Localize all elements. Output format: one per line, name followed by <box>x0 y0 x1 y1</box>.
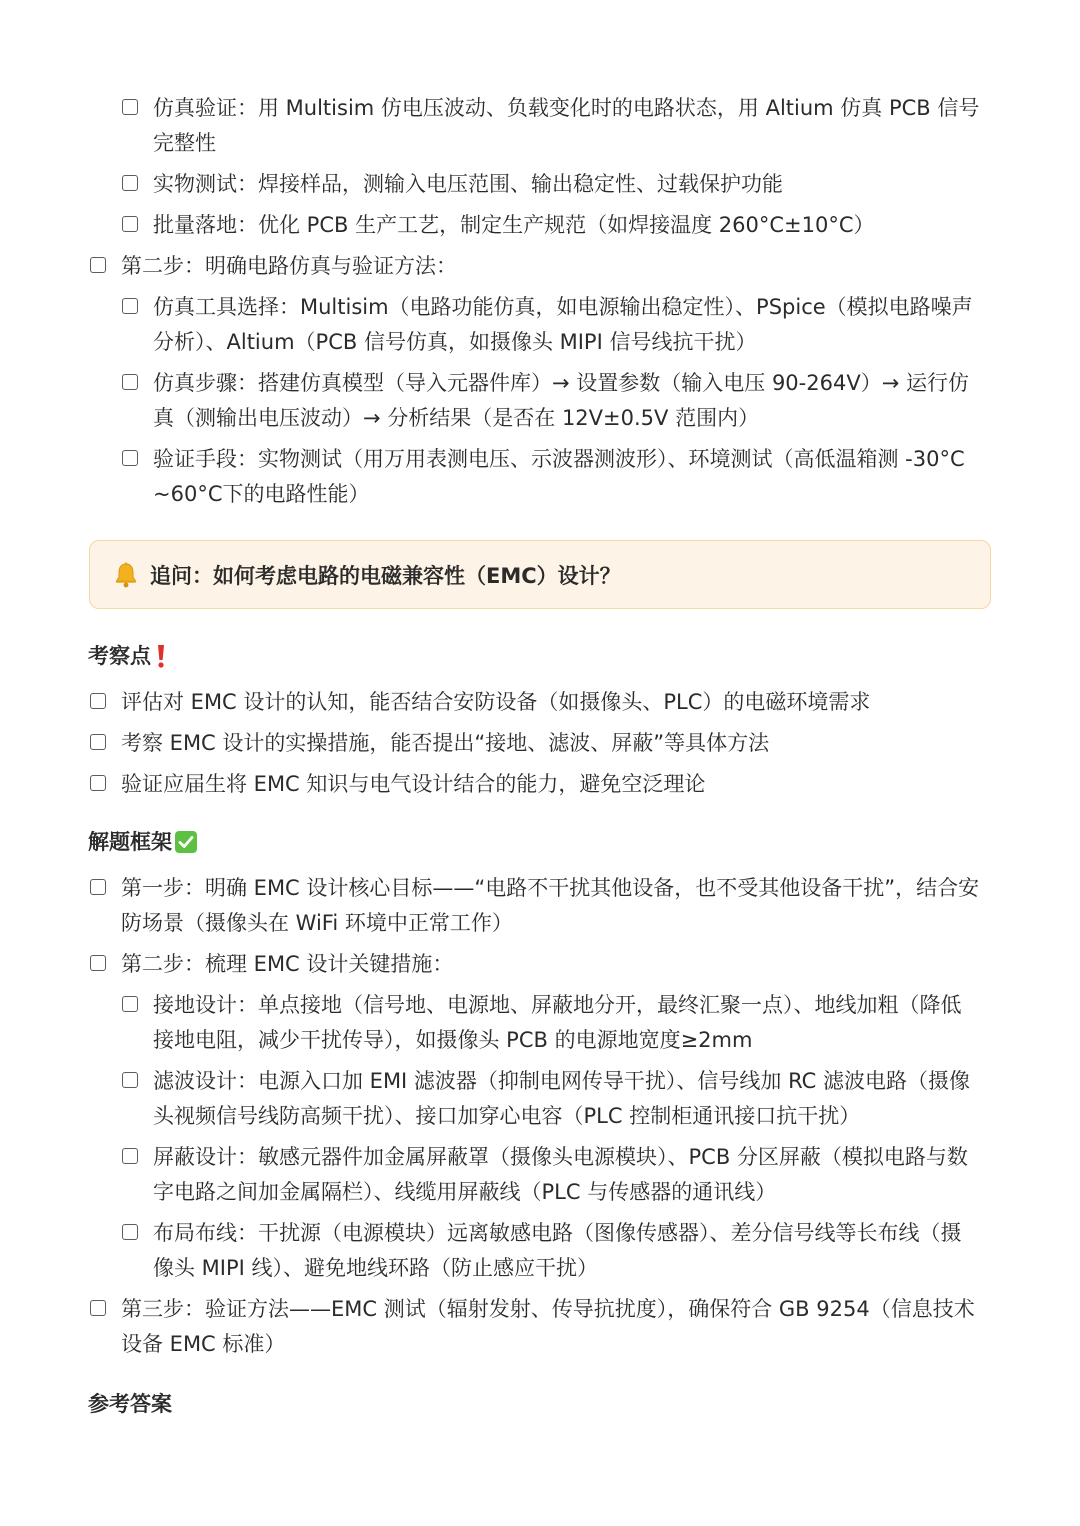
checkbox[interactable] <box>122 216 138 232</box>
checkbox[interactable] <box>122 1148 138 1164</box>
section1-list <box>0 91 1080 518</box>
list-item <box>0 1140 1080 1210</box>
list-item <box>0 947 1080 982</box>
red-exclamation-icon <box>155 643 167 669</box>
list-item <box>0 91 1080 161</box>
list-item-text: 第二步：梳理 EMC 设计关键措施： <box>121 952 454 976</box>
followup-callout <box>89 540 991 609</box>
list-item-text: 考察 EMC 设计的实操措施，能否提出“接地、滤波、屏蔽”等具体方法 <box>121 731 770 755</box>
checkbox[interactable] <box>122 298 138 314</box>
list-item-text: 仿真步骤：搭建仿真模型（导入元器件库）→ 设置参数（输入电压 90-264V）→ 运行仿真（测输出电压波动）→ 分析结果（是否在 12V±0.5V 范围内） <box>153 371 969 430</box>
list-item-text: 滤波设计：电源入口加 EMI 滤波器（抑制电网传导干扰）、信号线加 RC 滤波电路（摄像头视频信号线防高频干扰）、接口加穿心电容（PLC 控制柜通讯接口抗干扰） <box>153 1069 970 1128</box>
list-item <box>0 366 1080 436</box>
list-item <box>0 988 1080 1058</box>
list-item-text: 验证应届生将 EMC 知识与电气设计结合的能力，避免空泛理论 <box>121 772 706 796</box>
list-item <box>0 685 1080 720</box>
list-item-text: 第一步：明确 EMC 设计核心目标——“电路不干扰其他设备，也不受其他设备干扰”，结合安防场景（摄像头在 WiFi 环境中正常工作） <box>121 876 980 935</box>
checkbox[interactable] <box>122 374 138 390</box>
list-item <box>0 871 1080 941</box>
list-item-text: 布局布线：干扰源（电源模块）远离敏感电路（图像传感器）、差分信号线等长布线（摄像头 MIPI 线）、避免地线环路（防止感应干扰） <box>153 1221 962 1280</box>
list-item <box>0 1216 1080 1286</box>
checkbox[interactable] <box>90 257 106 273</box>
checkbox[interactable] <box>90 775 106 791</box>
list-item-text: 屏蔽设计：敏感元器件加金属屏蔽罩（摄像头电源模块）、PCB 分区屏蔽（模拟电路与数字电路之间加金属隔栏）、线缆用屏蔽线（PLC 与传感器的通讯线） <box>153 1145 968 1204</box>
framework-list <box>0 871 1080 1368</box>
list-item <box>0 442 1080 512</box>
list-item <box>0 1064 1080 1134</box>
list-item-text: 实物测试：焊接样品，测输入电压范围、输出稳定性、过载保护功能 <box>153 172 783 196</box>
section-heading-answer <box>88 1389 172 1419</box>
checkbox[interactable] <box>122 175 138 191</box>
section-heading-kaochadian <box>88 641 167 671</box>
list-item-text: 评估对 EMC 设计的认知，能否结合安防设备（如摄像头、PLC）的电磁环境需求 <box>121 690 871 714</box>
checkbox[interactable] <box>122 99 138 115</box>
list-item-text: 接地设计：单点接地（信号地、电源地、屏蔽地分开，最终汇聚一点）、地线加粗（降低接地电阻，减少干扰传导），如摄像头 PCB 的电源地宽度≥2mm <box>153 993 962 1052</box>
list-item-text: 仿真工具选择：Multisim（电路功能仿真，如电源输出稳定性）、PSpice（模拟电路噪声分析）、Altium（PCB 信号仿真，如摄像头 MIPI 信号线抗干扰） <box>153 295 973 354</box>
checkbox[interactable] <box>90 879 106 895</box>
checkbox[interactable] <box>90 955 106 971</box>
checkbox[interactable] <box>122 1224 138 1240</box>
list-item <box>0 1292 1080 1362</box>
checkbox[interactable] <box>122 996 138 1012</box>
heading-text: 考察点 <box>88 644 151 668</box>
checkbox[interactable] <box>122 1072 138 1088</box>
list-item <box>0 726 1080 761</box>
list-item <box>0 208 1080 243</box>
checkbox[interactable] <box>122 450 138 466</box>
heading-text: 解题框架 <box>88 830 172 854</box>
callout-text: 追问：如何考虑电路的电磁兼容性（EMC）设计？ <box>150 563 621 588</box>
bell-icon <box>114 562 138 588</box>
list-item-text: 批量落地：优化 PCB 生产工艺，制定生产规范（如焊接温度 260°C±10°C） <box>153 213 875 237</box>
list-item-text: 第三步：验证方法——EMC 测试（辐射发射、传导抗扰度），确保符合 GB 9254（信息技术设备 EMC 标准） <box>121 1297 975 1356</box>
heading-text: 参考答案 <box>88 1392 172 1416</box>
list-item-text: 验证手段：实物测试（用万用表测电压、示波器测波形）、环境测试（高低温箱测 -30°C~60°C下的电路性能） <box>153 447 965 506</box>
checkbox[interactable] <box>90 1300 106 1316</box>
list-item <box>0 249 1080 284</box>
list-item <box>0 767 1080 802</box>
list-item-text: 仿真验证：用 Multisim 仿电压波动、负载变化时的电路状态，用 Altium 仿真 PCB 信号完整性 <box>153 96 980 155</box>
kaochadian-list <box>0 685 1080 808</box>
list-item-text: 第二步：明确电路仿真与验证方法： <box>121 254 457 278</box>
green-check-icon <box>174 830 198 854</box>
checkbox[interactable] <box>90 734 106 750</box>
list-item <box>0 167 1080 202</box>
section-heading-framework <box>88 827 198 857</box>
list-item <box>0 290 1080 360</box>
checkbox[interactable] <box>90 693 106 709</box>
